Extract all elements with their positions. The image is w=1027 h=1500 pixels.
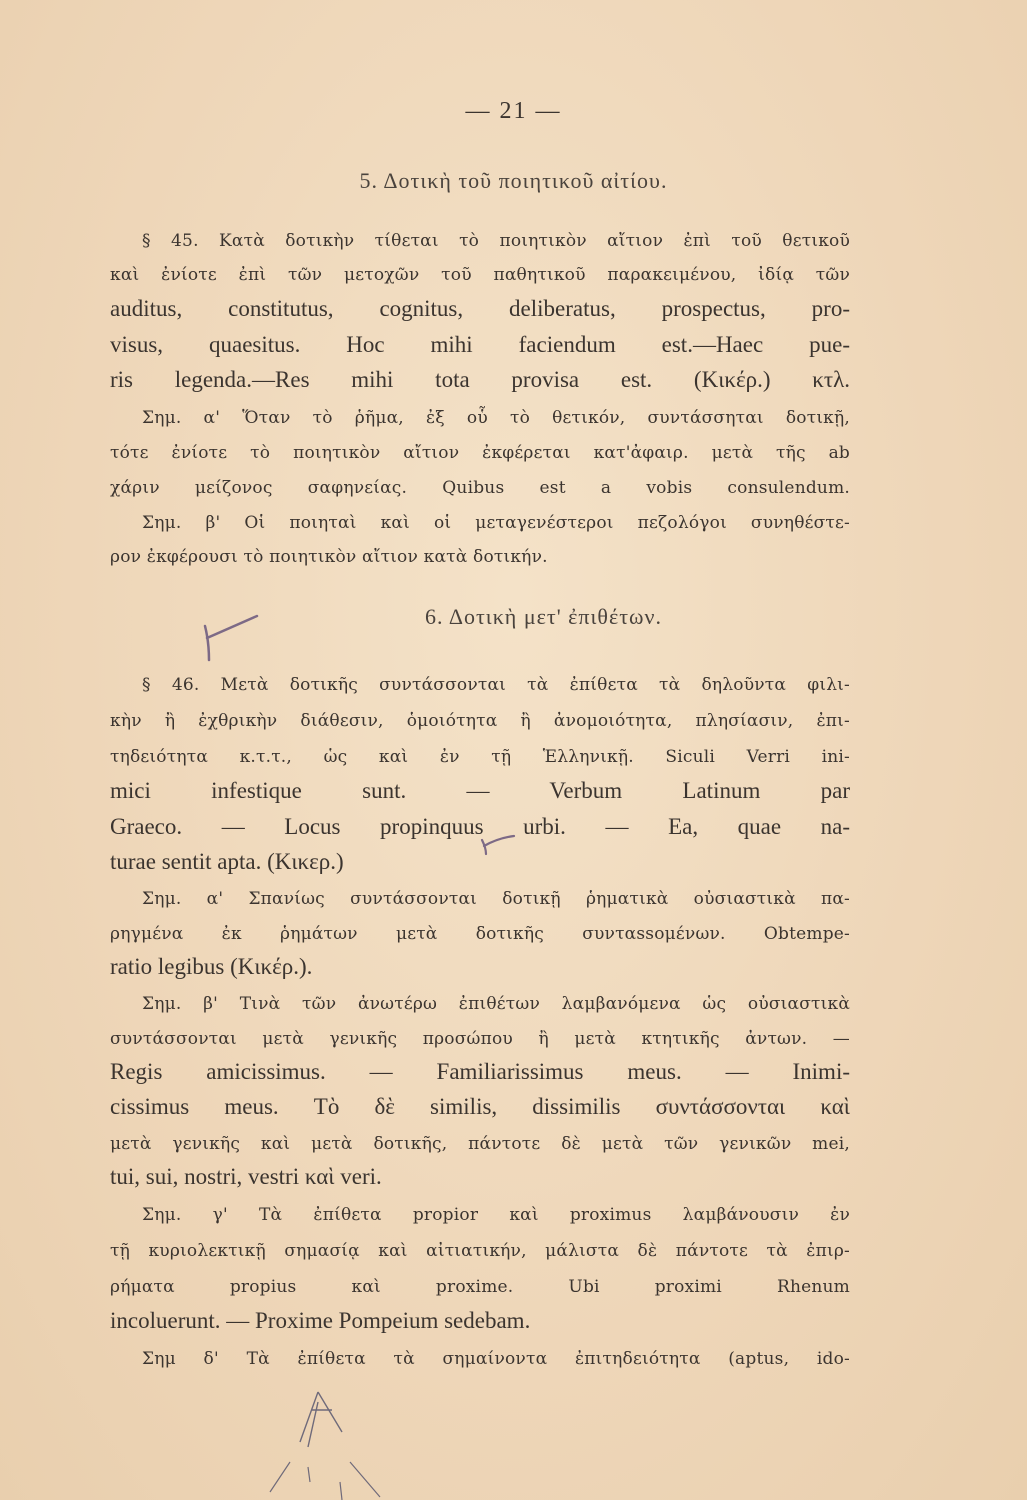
para46-line-4: mici infestique sunt. — Verbum Latinum par — [110, 778, 850, 803]
para46-line-3: τηδειότητα κ.τ.τ., ὡς καὶ ἐν τῇ Ἑλληνικῇ. Siculi Verri ini- — [110, 747, 850, 767]
para45-note-a-line-1: Σημ. α' Ὅταν τὸ ῥῆμα, ἐξ οὗ τὸ θετικόν, συντάσσηται δοτικῇ, — [142, 408, 850, 428]
para46-note-d-line-1: Σημ δ' Τὰ ἐπίθετα τὰ σημαίνοντα ἐπιτηδειότητα (aptus, ido- — [142, 1349, 850, 1369]
para46-line-5: Graeco. — Locus propinquus urbi. — Ea, quae na- — [110, 814, 850, 839]
section-6-title: 6. Δοτικὴ μετ' ἐπιθέτων. — [425, 604, 662, 629]
para46-note-a-line-3: ratio legibus (Κικέρ.). — [110, 954, 313, 979]
pencil-check-mark-2 — [478, 832, 518, 858]
para45-note-a-line-3: χάριν μείζονος σαφηνείας. Quibus est a vobis consulendum. — [110, 478, 850, 498]
section-5-title: 5. Δοτικὴ τοῦ ποιητικοῦ αἰτίου. — [359, 168, 668, 193]
page-number: — 21 — — [465, 98, 562, 124]
para45-line-3: auditus, constitutus, cognitus, deliberatus, prospectus, pro- — [110, 296, 850, 321]
para45-line-5: ris legenda.—Res mihi tota provisa est. (Κικέρ.) κτλ. — [110, 367, 850, 392]
para45-note-b-line-2: ρον ἐκφέρουσι τὸ ποιητικὸν αἴτιον κατὰ δοτικήν. — [110, 547, 548, 567]
para45-line-1: § 45. Κατὰ δοτικὴν τίθεται τὸ ποιητικὸν αἴτιον ἐπὶ τοῦ θετικοῦ — [142, 231, 850, 251]
para46-line-2: κὴν ἢ ἐχθρικὴν διάθεσιν, ὁμοιότητα ἢ ἀνομοιότητα, πλησίασιν, ἐπι- — [110, 711, 850, 731]
pencil-sketch-marks — [230, 1372, 450, 1500]
para45-line-2: καὶ ἐνίοτε ἐπὶ τῶν μετοχῶν τοῦ παθητικοῦ παρακειμένου, ἰδίᾳ τῶν — [110, 265, 850, 285]
para46-note-a-line-1: Σημ. α' Σπανίως συντάσσονται δοτικῇ ῥηματικὰ οὐσιαστικὰ πα- — [142, 889, 850, 909]
para46-line-6: turae sentit apta. (Κικερ.) — [110, 849, 344, 874]
para46-note-c-line-4: incoluerunt. — Proxime Pompeium sedebam. — [110, 1308, 531, 1333]
para45-line-4: visus, quaesitus. Hoc mihi faciendum est.—Haec pue- — [110, 332, 850, 357]
para46-line-1: § 46. Μετὰ δοτικῆς συντάσσονται τὰ ἐπίθετα τὰ δηλοῦντα φιλι- — [142, 675, 850, 695]
para46-note-b-line-4: cissimus meus. Τὸ δὲ similis, dissimilis συντάσσονται καὶ — [110, 1094, 850, 1119]
para45-note-b-line-1: Σημ. β' Οἱ ποιηταὶ καὶ οἱ μεταγενέστεροι πεζολόγοι συνηθέστε- — [142, 513, 850, 533]
para46-note-b-line-1: Σημ. β' Τινὰ τῶν ἀνωτέρω ἐπιθέτων λαμβανόμενα ὡς οὐσιαστικὰ — [142, 994, 850, 1014]
para46-note-c-line-1: Σημ. γ' Τὰ ἐπίθετα propior καὶ proximus λαμβάνουσιν ἐν — [142, 1205, 850, 1225]
para46-note-c-line-3: ρήματα propius καὶ proxime. Ubi proximi Rhenum — [110, 1277, 850, 1297]
para45-note-a-line-2: τότε ἐνίοτε τὸ ποιητικὸν αἴτιον ἐκφέρεται κατ'ἀφαιρ. μετὰ τῆς ab — [110, 443, 850, 463]
para46-note-b-line-2: συντάσσονται μετὰ γενικῆς προσώπου ἢ μετὰ κτητικῆς ἀντων. — — [110, 1029, 850, 1049]
para46-note-b-line-3: Regis amicissimus. — Familiarissimus meus. — Inimi- — [110, 1059, 850, 1084]
para46-note-c-line-2: τῇ κυριολεκτικῇ σημασίᾳ καὶ αἰτιατικήν, μάλιστα δὲ πάντοτε τὰ ἐπιρ- — [110, 1241, 850, 1261]
para46-note-b-line-5: μετὰ γενικῆς καὶ μετὰ δοτικῆς, πάντοτε δὲ μετὰ τῶν γενικῶν mei, — [110, 1134, 850, 1154]
para46-note-b-line-6: tui, sui, nostri, vestri καὶ veri. — [110, 1164, 382, 1189]
para46-note-a-line-2: ρηγμένα ἐκ ῥημάτων μετὰ δοτικῆς συνταssομένων. Obtempe- — [110, 924, 850, 944]
